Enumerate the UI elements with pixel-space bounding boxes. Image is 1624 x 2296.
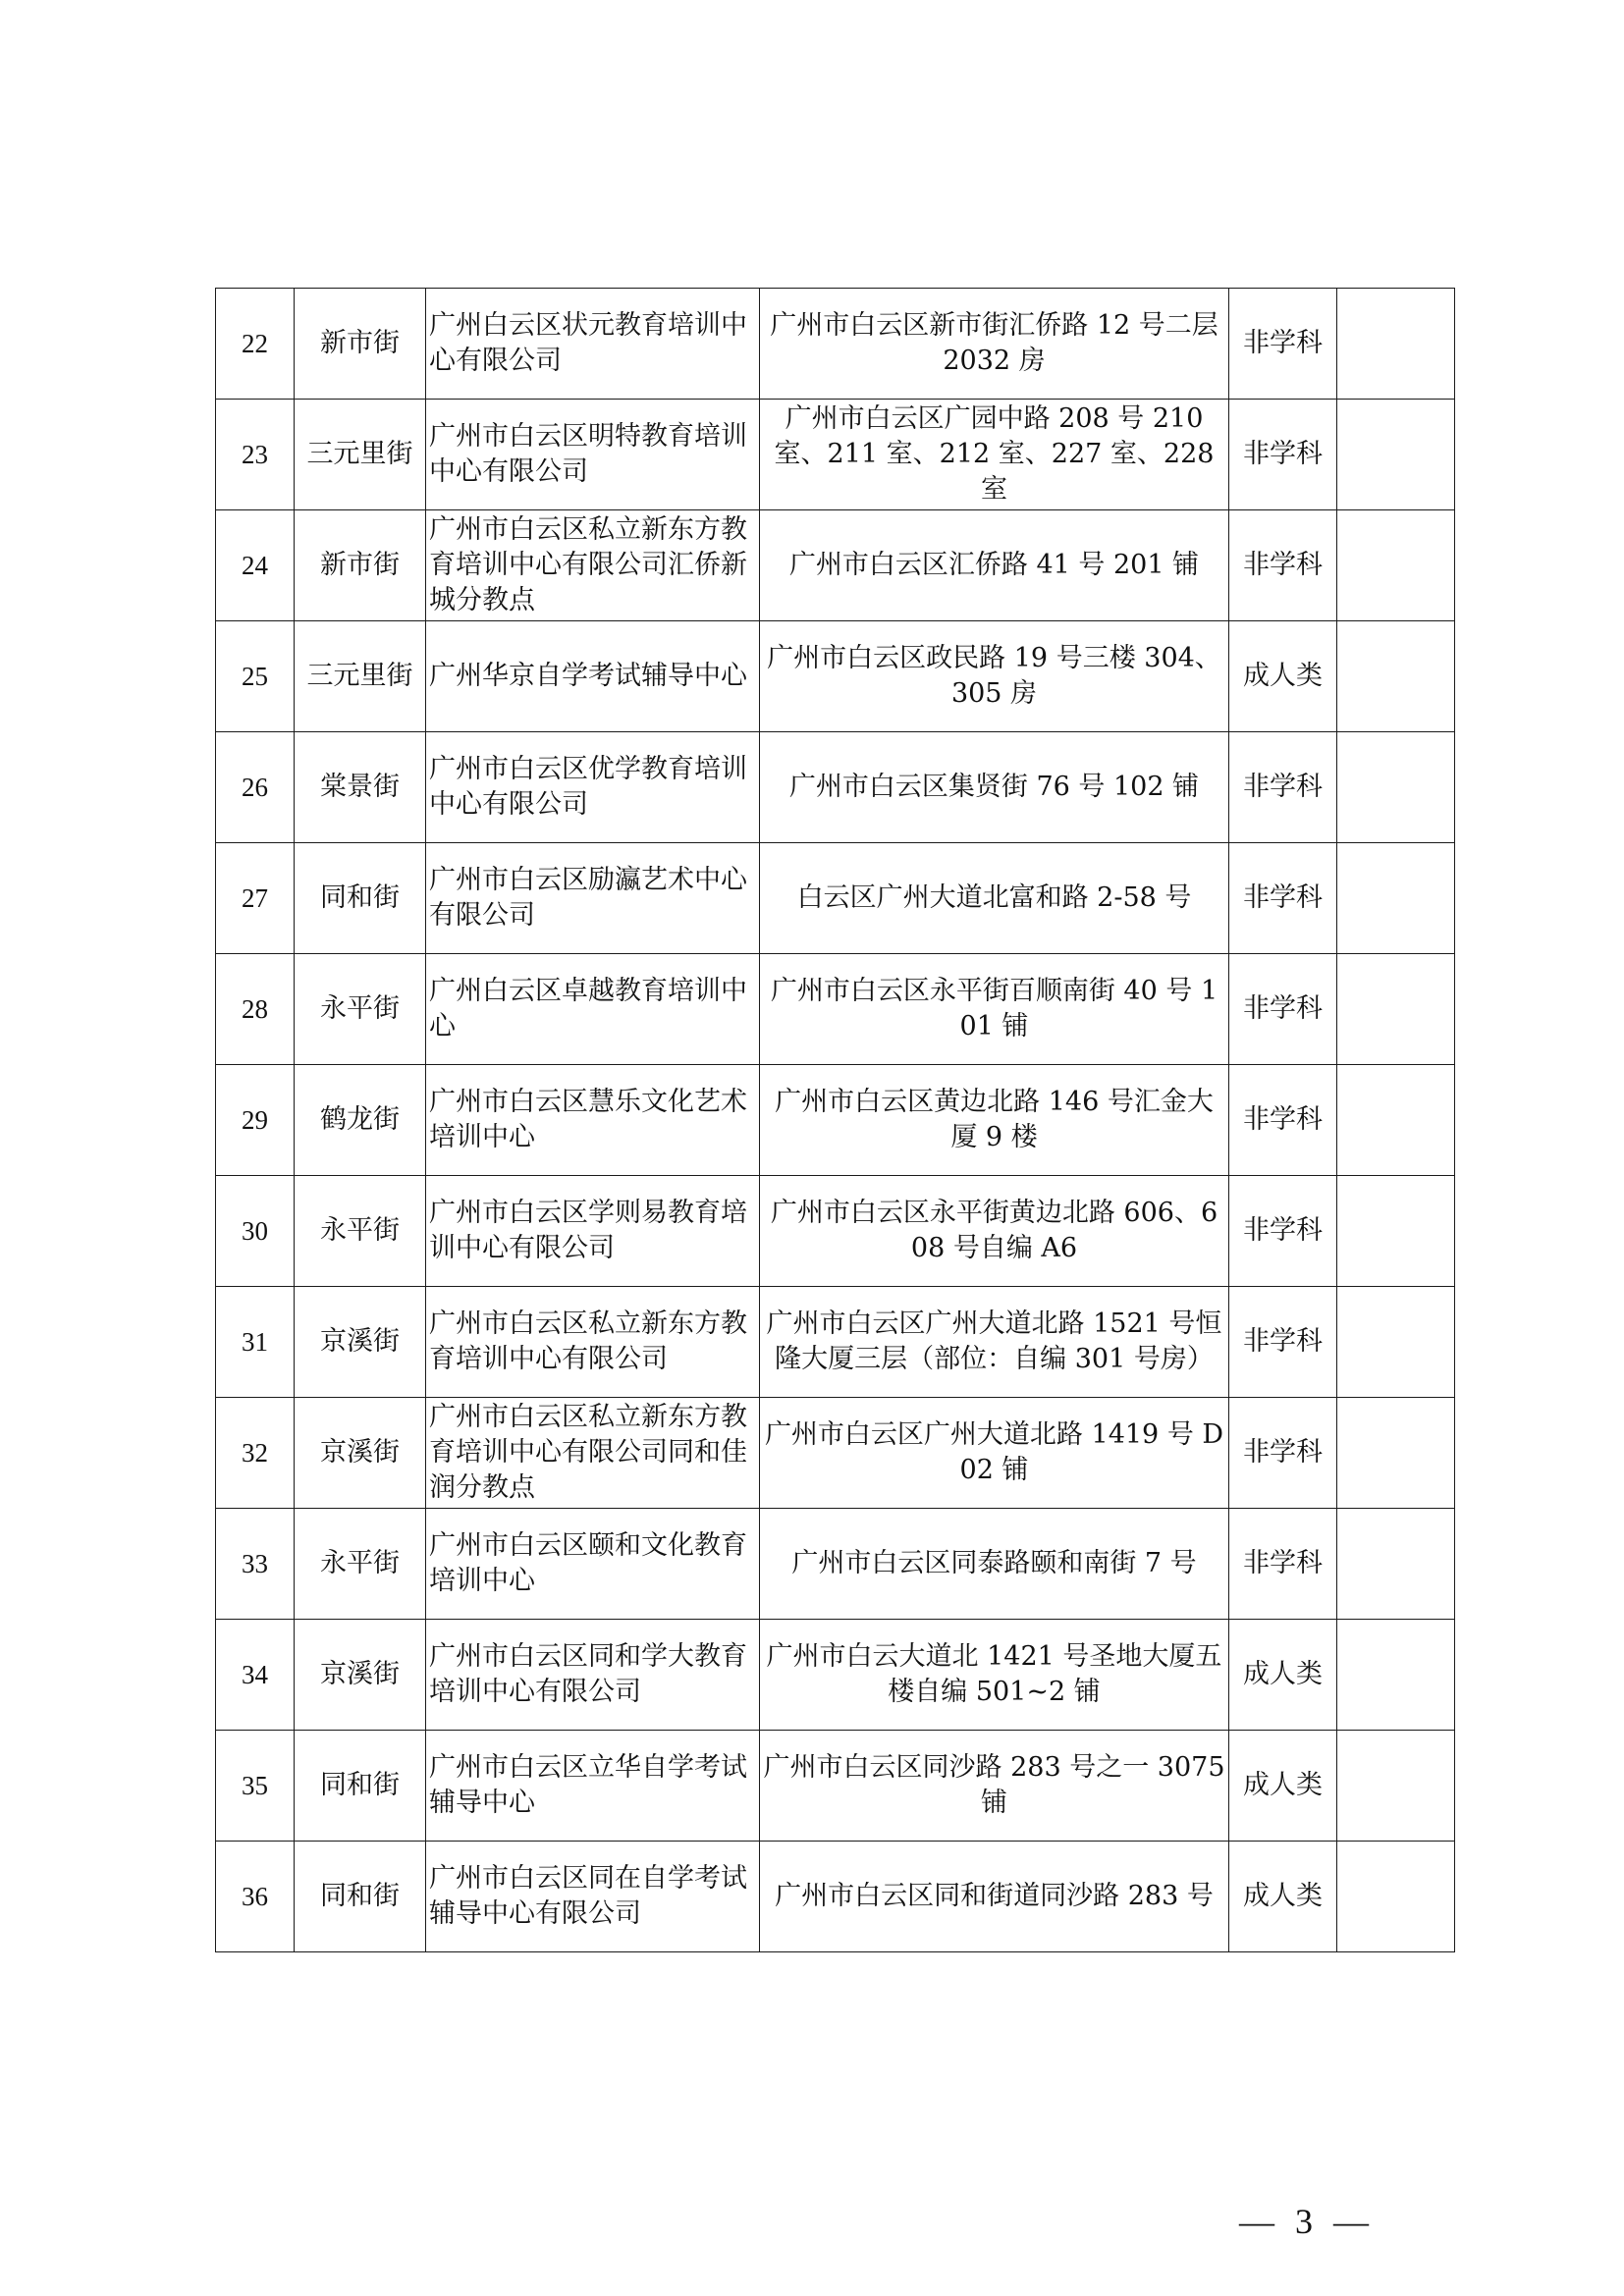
address-cell: 广州市白云区同和街道同沙路 283 号	[760, 1842, 1229, 1952]
table-row	[216, 289, 1455, 400]
row-number-cell: 29	[216, 1065, 295, 1176]
note-cell	[1337, 732, 1455, 843]
institution-name-cell: 广州市白云区明特教育培训中心有限公司	[426, 400, 760, 510]
address-cell: 广州市白云区同沙路 283 号之一 3075 铺	[760, 1731, 1229, 1842]
row-number-cell: 30	[216, 1176, 295, 1287]
institution-name-cell: 广州市白云区慧乐文化艺术培训中心	[426, 1065, 760, 1176]
category-cell: 非学科	[1229, 510, 1337, 621]
note-cell	[1337, 954, 1455, 1065]
category-cell: 非学科	[1229, 954, 1337, 1065]
institution-name-cell: 广州市白云区励瀛艺术中心有限公司	[426, 843, 760, 954]
address-cell: 广州市白云区广州大道北路 1419 号 D02 铺	[760, 1398, 1229, 1509]
note-cell	[1337, 1509, 1455, 1620]
row-number-cell: 26	[216, 732, 295, 843]
institution-name-cell: 广州市白云区私立新东方教育培训中心有限公司同和佳润分教点	[426, 1398, 760, 1509]
street-cell: 同和街	[295, 1842, 426, 1952]
street-cell: 同和街	[295, 843, 426, 954]
note-cell	[1337, 1842, 1455, 1952]
category-cell: 非学科	[1229, 400, 1337, 510]
category-cell: 成人类	[1229, 621, 1337, 732]
street-cell: 新市街	[295, 510, 426, 621]
street-cell: 新市街	[295, 289, 426, 400]
address-cell: 广州市白云区黄边北路 146 号汇金大厦 9 楼	[760, 1065, 1229, 1176]
note-cell	[1337, 510, 1455, 621]
note-cell	[1337, 621, 1455, 732]
institution-name-cell: 广州市白云区私立新东方教育培训中心有限公司	[426, 1287, 760, 1398]
institution-name-cell: 广州市白云区颐和文化教育培训中心	[426, 1509, 760, 1620]
institution-name-cell: 广州华京自学考试辅导中心	[426, 621, 760, 732]
institution-name-cell: 广州白云区状元教育培训中心有限公司	[426, 289, 760, 400]
note-cell	[1337, 289, 1455, 400]
street-cell: 京溪街	[295, 1287, 426, 1398]
table-row	[216, 510, 1455, 621]
institution-name-cell: 广州市白云区同在自学考试辅导中心有限公司	[426, 1842, 760, 1952]
note-cell	[1337, 1620, 1455, 1731]
street-cell: 三元里街	[295, 621, 426, 732]
table-row	[216, 1620, 1455, 1731]
row-number-cell: 36	[216, 1842, 295, 1952]
address-cell: 广州市白云区政民路 19 号三楼 304、305 房	[760, 621, 1229, 732]
note-cell	[1337, 1287, 1455, 1398]
street-cell: 同和街	[295, 1731, 426, 1842]
institution-name-cell: 广州市白云区优学教育培训中心有限公司	[426, 732, 760, 843]
note-cell	[1337, 1065, 1455, 1176]
category-cell: 非学科	[1229, 1509, 1337, 1620]
table-row	[216, 1398, 1455, 1509]
table-row	[216, 1065, 1455, 1176]
row-number-cell: 33	[216, 1509, 295, 1620]
street-cell: 永平街	[295, 1176, 426, 1287]
address-cell: 广州市白云区永平街黄边北路 606、608 号自编 A6	[760, 1176, 1229, 1287]
row-number-cell: 25	[216, 621, 295, 732]
table-row	[216, 1731, 1455, 1842]
table-row	[216, 954, 1455, 1065]
institution-name-cell: 广州市白云区学则易教育培训中心有限公司	[426, 1176, 760, 1287]
table-body	[216, 289, 1455, 1952]
category-cell: 非学科	[1229, 1287, 1337, 1398]
category-cell: 成人类	[1229, 1620, 1337, 1731]
address-cell: 广州市白云区永平街百顺南街 40 号 101 铺	[760, 954, 1229, 1065]
note-cell	[1337, 1731, 1455, 1842]
category-cell: 非学科	[1229, 1065, 1337, 1176]
row-number-cell: 22	[216, 289, 295, 400]
note-cell	[1337, 843, 1455, 954]
street-cell: 永平街	[295, 1509, 426, 1620]
address-cell: 白云区广州大道北富和路 2-58 号	[760, 843, 1229, 954]
street-cell: 棠景街	[295, 732, 426, 843]
table-row	[216, 621, 1455, 732]
address-cell: 广州市白云区汇侨路 41 号 201 铺	[760, 510, 1229, 621]
address-cell: 广州市白云区新市街汇侨路 12 号二层 2032 房	[760, 289, 1229, 400]
category-cell: 非学科	[1229, 732, 1337, 843]
row-number-cell: 35	[216, 1731, 295, 1842]
row-number-cell: 23	[216, 400, 295, 510]
category-cell: 非学科	[1229, 843, 1337, 954]
table-row	[216, 1287, 1455, 1398]
row-number-cell: 32	[216, 1398, 295, 1509]
table-row	[216, 1176, 1455, 1287]
institution-name-cell: 广州市白云区同和学大教育培训中心有限公司	[426, 1620, 760, 1731]
category-cell: 成人类	[1229, 1731, 1337, 1842]
note-cell	[1337, 1176, 1455, 1287]
street-cell: 三元里街	[295, 400, 426, 510]
institution-name-cell: 广州白云区卓越教育培训中心	[426, 954, 760, 1065]
street-cell: 京溪街	[295, 1620, 426, 1731]
street-cell: 永平街	[295, 954, 426, 1065]
address-cell: 广州市白云区同泰路颐和南街 7 号	[760, 1509, 1229, 1620]
row-number-cell: 24	[216, 510, 295, 621]
row-number-cell: 27	[216, 843, 295, 954]
table-row	[216, 1842, 1455, 1952]
address-cell: 广州市白云区广州大道北路 1521 号恒隆大厦三层（部位：自编 301 号房）	[760, 1287, 1229, 1398]
institutions-table	[215, 288, 1455, 1952]
row-number-cell: 34	[216, 1620, 295, 1731]
street-cell: 京溪街	[295, 1398, 426, 1509]
category-cell: 成人类	[1229, 1842, 1337, 1952]
category-cell: 非学科	[1229, 1176, 1337, 1287]
street-cell: 鹤龙街	[295, 1065, 426, 1176]
table-row	[216, 400, 1455, 510]
row-number-cell: 31	[216, 1287, 295, 1398]
category-cell: 非学科	[1229, 1398, 1337, 1509]
note-cell	[1337, 400, 1455, 510]
page-number: — 3 —	[1239, 2202, 1375, 2241]
address-cell: 广州市白云区集贤街 76 号 102 铺	[760, 732, 1229, 843]
row-number-cell: 28	[216, 954, 295, 1065]
address-cell: 广州市白云大道北 1421 号圣地大厦五楼自编 501~2 铺	[760, 1620, 1229, 1731]
table-row	[216, 1509, 1455, 1620]
address-cell: 广州市白云区广园中路 208 号 210 室、211 室、212 室、227 室、228 室	[760, 400, 1229, 510]
note-cell	[1337, 1398, 1455, 1509]
institution-name-cell: 广州市白云区立华自学考试辅导中心	[426, 1731, 760, 1842]
institution-name-cell: 广州市白云区私立新东方教育培训中心有限公司汇侨新城分教点	[426, 510, 760, 621]
table-row	[216, 843, 1455, 954]
category-cell: 非学科	[1229, 289, 1337, 400]
table-row	[216, 732, 1455, 843]
